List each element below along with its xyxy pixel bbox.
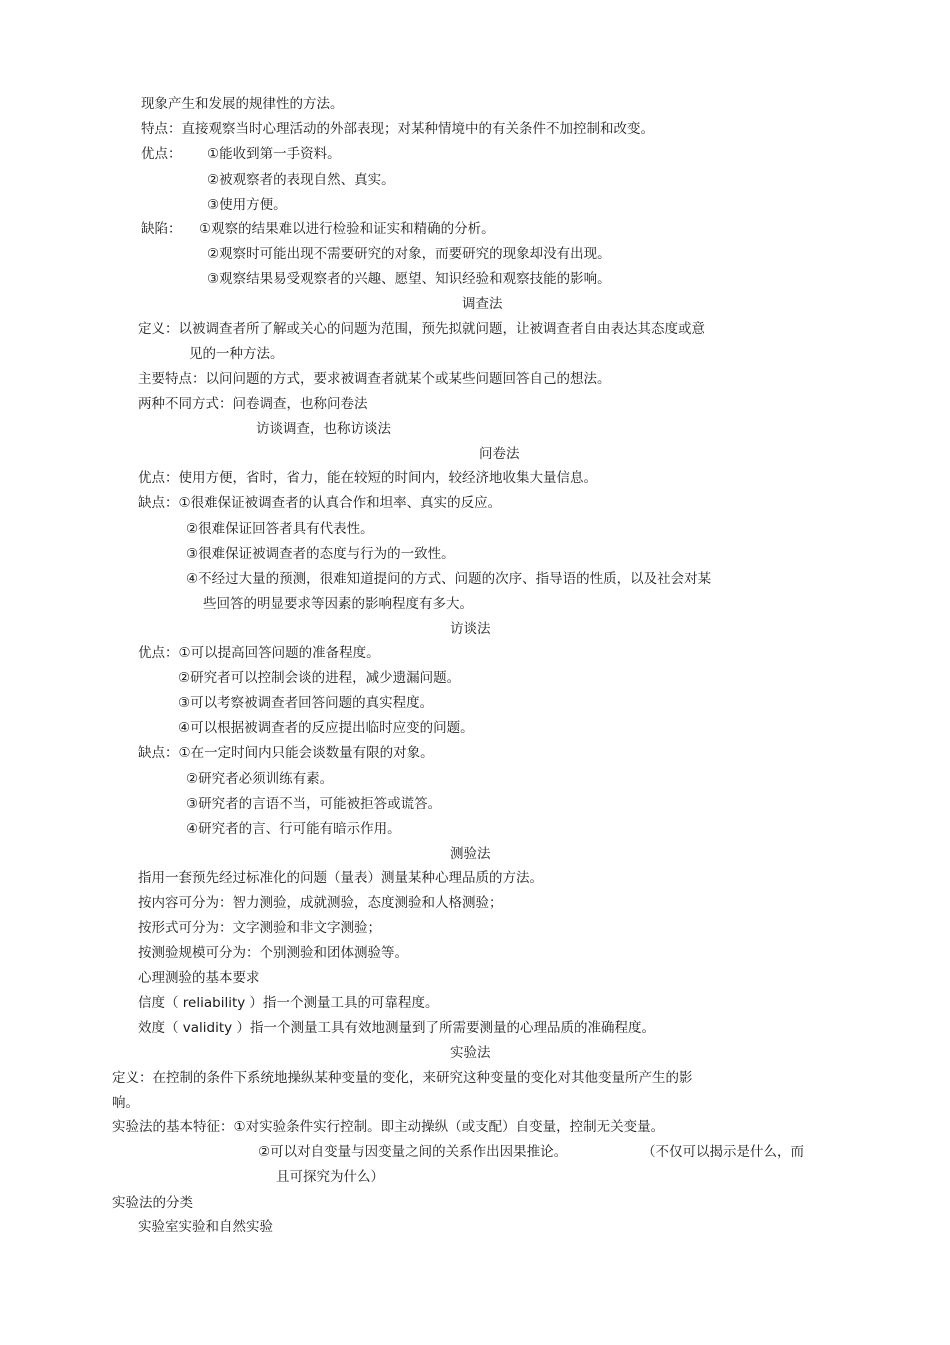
text-line: 定义：在控制的条件下系统地操纵某种变量的变化，来研究这种变量的变化对其他变量所产生的影 <box>112 1070 693 1086</box>
section-heading: 调查法 <box>462 296 503 312</box>
text-line: 心理测验的基本要求 <box>138 970 260 986</box>
text-line: ②研究者可以控制会谈的进程，减少遗漏问题。 <box>178 670 461 686</box>
text-line: 两种不同方式：问卷调查，也称问卷法 <box>138 396 368 412</box>
text-line: 些回答的明显要求等因素的影响程度有多大。 <box>203 596 473 612</box>
text-line: ②被观察者的表现自然、真实。 <box>207 172 395 188</box>
text-line: 访谈调查，也称访谈法 <box>256 421 391 437</box>
text-line: 优点：使用方便，省时，省力，能在较短的时间内，较经济地收集大量信息。 <box>138 470 597 486</box>
text-line: ③使用方便。 <box>207 197 287 213</box>
text-line: 实验法的分类 <box>112 1195 193 1211</box>
text-line: ③研究者的言语不当，可能被拒答或谎答。 <box>186 796 442 812</box>
text-line: ④不经过大量的预测，很难知道提问的方式、问题的次序、指导语的性质，以及社会对某 <box>186 571 712 587</box>
text-line: 主要特点：以问问题的方式，要求被调查者就某个或某些问题回答自己的想法。 <box>138 371 611 387</box>
text-line: 定义：以被调查者所了解或关心的问题为范围，预先拟就问题，让被调查者自由表达其态度或意 <box>138 321 705 337</box>
text-line: ①观察的结果难以进行检验和证实和精确的分析。 <box>199 221 495 237</box>
section-heading: 问卷法 <box>479 446 520 462</box>
text-line: ④可以根据被调查者的反应提出临时应变的问题。 <box>178 720 474 736</box>
text-line: 实验室实验和自然实验 <box>138 1219 273 1235</box>
text-line: 响。 <box>112 1095 139 1111</box>
text-line: （不仅可以揭示是什么，而 <box>642 1144 804 1160</box>
text-line: 按形式可分为：文字测验和非文字测验； <box>138 920 381 936</box>
text-line: 且可探究为什么） <box>276 1169 384 1185</box>
text-line: ③可以考察被调查者回答问题的真实程度。 <box>178 695 434 711</box>
text-line: 特点：直接观察当时心理活动的外部表现；对某种情境中的有关条件不加控制和改变。 <box>141 121 654 137</box>
text-line: 效度（ validity ）指一个测量工具有效地测量到了所需要测量的心理品质的准确程度。 <box>138 1020 655 1036</box>
text-line: ②研究者必须训练有素。 <box>186 771 334 787</box>
text-line: 缺点：①在一定时间内只能会谈数量有限的对象。 <box>138 745 434 761</box>
section-heading: 访谈法 <box>450 621 491 637</box>
text-line: ③很难保证被调查者的态度与行为的一致性。 <box>186 546 455 562</box>
text-line: 实验法的基本特征：①对实验条件实行控制。即主动操纵（或支配）自变量，控制无关变量。 <box>112 1119 665 1135</box>
text-line: 按内容可分为：智力测验，成就测验，态度测验和人格测验； <box>138 895 503 911</box>
text-line: ④研究者的言、行可能有暗示作用。 <box>186 821 401 837</box>
text-line: 指用一套预先经过标准化的问题（量表）测量某种心理品质的方法。 <box>138 870 543 886</box>
text-line: 现象产生和发展的规律性的方法。 <box>141 96 344 112</box>
text-line: ①能收到第一手资料。 <box>207 146 341 162</box>
section-heading: 测验法 <box>450 846 491 862</box>
text-line: 缺点：①很难保证被调查者的认真合作和坦率、真实的反应。 <box>138 495 502 511</box>
text-line: ②很难保证回答者具有代表性。 <box>186 521 374 537</box>
text-line: 缺陷： <box>141 221 182 237</box>
text-line: 优点：①可以提高回答问题的准备程度。 <box>138 645 380 661</box>
text-line: ③观察结果易受观察者的兴趣、愿望、知识经验和观察技能的影响。 <box>207 271 611 287</box>
text-line: 按测验规模可分为：个别测验和团体测验等。 <box>138 945 408 961</box>
text-line: 优点： <box>141 146 182 162</box>
section-heading: 实验法 <box>450 1045 491 1061</box>
text-line: 信度（ reliability ）指一个测量工具的可靠程度。 <box>138 995 439 1011</box>
text-line: 见的一种方法。 <box>189 346 284 362</box>
text-line: ②可以对自变量与因变量之间的关系作出因果推论。 <box>258 1144 568 1160</box>
text-line: ②观察时可能出现不需要研究的对象，而要研究的现象却没有出现。 <box>207 246 611 262</box>
